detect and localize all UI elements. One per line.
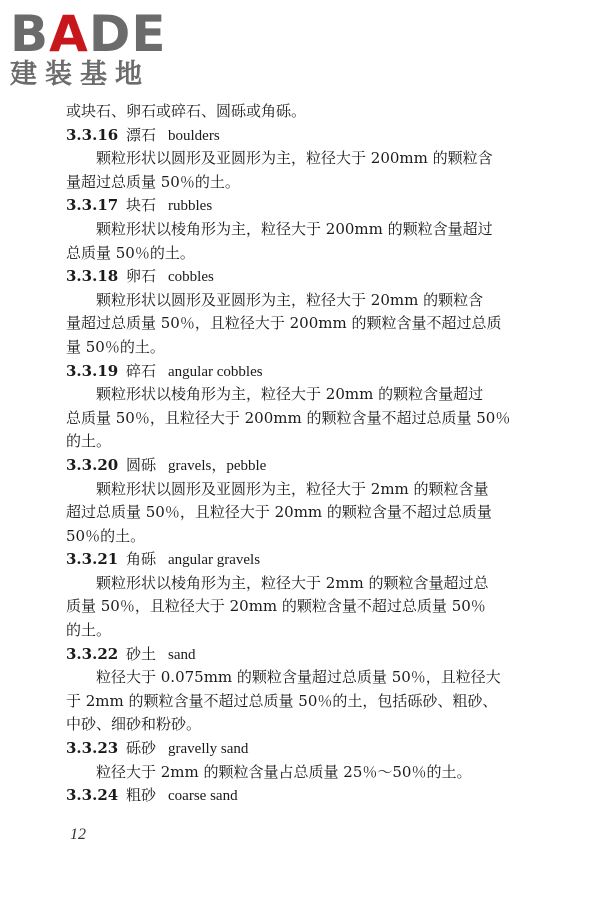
term-heading (66, 124, 526, 148)
paragraph-line: 的土。 (66, 432, 112, 451)
term-heading (66, 784, 526, 808)
term-heading (66, 194, 526, 218)
page-number: 12 (70, 826, 86, 843)
term-english: angular gravels (168, 552, 261, 569)
paragraph-line: 量 50％的土。 (66, 337, 165, 356)
term-number: 3.3.20 (66, 455, 119, 474)
term-chinese: 角砾 (126, 550, 157, 569)
term-english: sand (168, 646, 196, 663)
term-chinese: 粗砂 (126, 786, 157, 805)
term-english: coarse sand (168, 788, 238, 805)
paragraph-line: 颗粒形状以棱角形为主，粒径大于 200mm 的颗粒含量超过 (96, 219, 493, 238)
term-chinese: 块石 (126, 196, 157, 215)
logo-latin-text (10, 6, 167, 62)
paragraph-line: 颗粒形状以圆形及亚圆形为主，粒径大于 20mm 的颗粒含 (96, 290, 484, 309)
term-english: cobbles (168, 269, 214, 286)
term-english: gravels，pebble (168, 457, 267, 474)
paragraph-line: 总质量 50％的土。 (66, 243, 195, 262)
term-number: 3.3.23 (66, 739, 119, 758)
term-number: 3.3.18 (66, 267, 119, 286)
paragraph-line: 粒径大于 2mm 的颗粒含量占总质量 25％～50％的土。 (96, 762, 472, 781)
paragraph-line: 颗粒形状以圆形及亚圆形为主，粒径大于 200mm 的颗粒含 (96, 149, 493, 168)
term-number: 3.3.16 (66, 125, 119, 144)
paragraph-line: 总质量 50％，且粒径大于 200mm 的颗粒含量不超过总质量 50％ (66, 408, 511, 427)
paragraph-line: 粒径大于 0.075mm 的颗粒含量超过总质量 50％，且粒径大 (96, 668, 501, 687)
logo-letter-a-accent: A (49, 5, 89, 63)
term-heading (66, 548, 526, 572)
paragraph-line: 中砂、细砂和粉砂。 (66, 715, 202, 734)
paragraph-line: 颗粒形状以棱角形为主，粒径大于 2mm 的颗粒含量超过总 (96, 573, 489, 592)
term-number: 3.3.19 (66, 361, 119, 380)
term-chinese: 漂石 (126, 125, 157, 144)
paragraph-line: 量超过总质量 50％，且粒径大于 200mm 的颗粒含量不超过总质 (66, 314, 502, 333)
term-chinese: 卵石 (126, 267, 157, 286)
paragraph-line: 的土。 (66, 621, 112, 640)
term-heading (66, 454, 526, 478)
term-english: gravelly sand (168, 741, 249, 758)
term-number: 3.3.24 (66, 786, 119, 805)
logo-letter-b: B (10, 5, 50, 63)
paragraph-line: 颗粒形状以圆形及亚圆形为主，粒径大于 2mm 的颗粒含量 (96, 479, 489, 498)
term-english: boulders (168, 127, 220, 144)
bade-logo (8, 6, 178, 90)
paragraph-line: 量超过总质量 50％的土。 (66, 172, 240, 191)
paragraph-line: 50％的土。 (66, 526, 146, 545)
term-number: 3.3.17 (66, 196, 119, 215)
term-chinese: 圆砾 (126, 455, 157, 474)
term-chinese: 砂土 (126, 644, 157, 663)
paragraph-line: 质量 50％，且粒径大于 20mm 的颗粒含量不超过总质量 50％ (66, 597, 486, 616)
term-english: rubbles (168, 198, 213, 215)
term-heading (66, 360, 526, 384)
paragraph-line: 于 2mm 的颗粒含量不超过总质量 50％的土，包括砾砂、粗砂、 (66, 691, 498, 710)
term-chinese: 碎石 (126, 361, 157, 380)
term-heading (66, 643, 526, 667)
term-number: 3.3.22 (66, 644, 119, 663)
term-chinese: 砾砂 (126, 739, 157, 758)
paragraph-line: 颗粒形状以棱角形为主，粒径大于 20mm 的颗粒含量超过 (96, 385, 484, 404)
term-heading (66, 737, 526, 761)
document-body (66, 100, 526, 808)
paragraph-line: 超过总质量 50％，且粒径大于 20mm 的颗粒含量不超过总质量 (66, 503, 492, 522)
logo-chinese-text: 建装基地 (10, 59, 150, 90)
logo-letters-de: DE (88, 5, 167, 63)
paragraph-line: 或块石、卵石或碎石、圆砾或角砾。 (66, 102, 307, 120)
term-english: angular cobbles (168, 363, 263, 380)
term-number: 3.3.21 (66, 550, 119, 569)
term-heading (66, 265, 526, 289)
